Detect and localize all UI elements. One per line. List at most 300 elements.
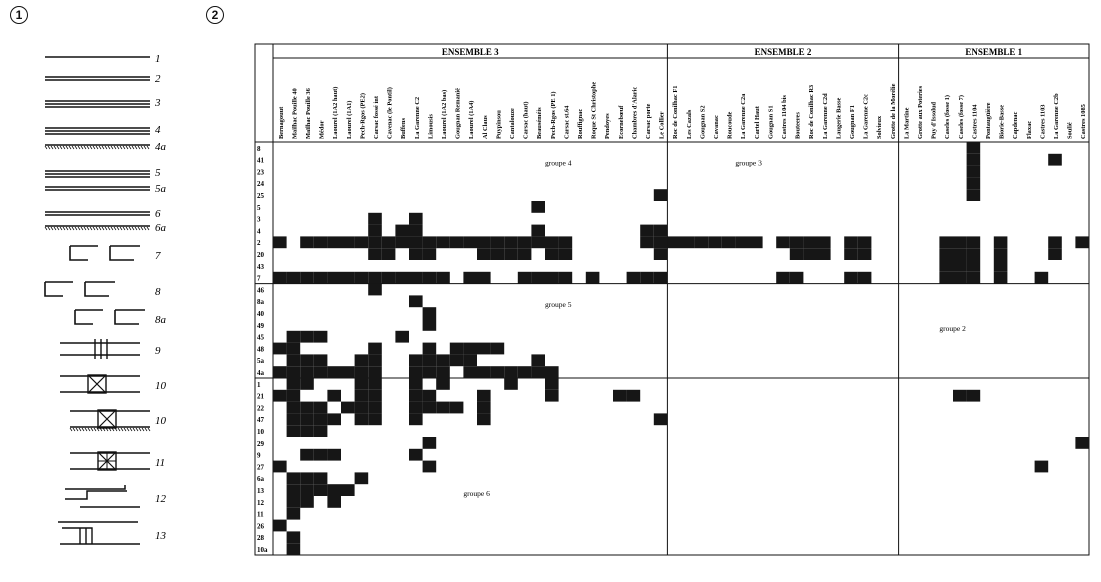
matrix-cell: [450, 354, 464, 366]
matrix-cell: [300, 449, 314, 461]
legend-hatch: [90, 146, 92, 149]
matrix-cell: [477, 390, 491, 402]
legend-item: [45, 141, 167, 153]
matrix-cell: [1075, 236, 1089, 248]
row-label: 23: [257, 168, 264, 177]
row-label: 47: [257, 416, 264, 425]
matrix-cell: [314, 413, 328, 425]
matrix-cell: [300, 378, 314, 390]
matrix-cell: [287, 366, 301, 378]
matrix-cell: [287, 484, 301, 496]
column-header: Castres 1103: [1039, 104, 1047, 139]
ensemble-title: ENSEMBLE 2: [754, 47, 812, 57]
matrix-cell: [518, 272, 532, 284]
matrix-cell: [545, 366, 559, 378]
legend-hatch: [147, 227, 149, 230]
row-label: 46: [257, 286, 264, 295]
legend-walls: [60, 376, 140, 392]
legend-hatch: [87, 227, 89, 230]
matrix-cell: [844, 236, 858, 248]
legend-hatch: [138, 227, 140, 230]
matrix-cell: [423, 366, 437, 378]
row-label: 29: [257, 439, 264, 448]
legend-label: 6a: [155, 222, 166, 234]
matrix-cell: [967, 260, 981, 272]
legend-item: [45, 124, 161, 136]
matrix-cell: [967, 390, 981, 402]
legend-hatch: [91, 428, 93, 431]
legend-label: 10: [155, 380, 166, 392]
legend-zigzag: [65, 485, 140, 507]
legend-item: [70, 410, 167, 431]
matrix-cell: [341, 366, 355, 378]
legend-item: [65, 485, 167, 507]
legend-hatch: [138, 146, 140, 149]
matrix-cell: [314, 331, 328, 343]
matrix-cell: [314, 366, 328, 378]
matrix-cell: [953, 272, 967, 284]
matrix-cell: [695, 236, 709, 248]
matrix-cell: [953, 236, 967, 248]
matrix-cell: [790, 248, 804, 260]
column-header: Roc de Conilhac R3: [808, 84, 816, 139]
matrix-cell: [994, 272, 1008, 284]
matrix-cell: [1048, 236, 1062, 248]
matrix-cell: [627, 390, 641, 402]
matrix-cell: [436, 366, 450, 378]
legend-label: 6: [155, 208, 161, 220]
legend-hatch: [132, 146, 134, 149]
legend-hatch: [136, 428, 138, 431]
matrix-cell: [858, 248, 872, 260]
column-header: Puypinsou: [495, 110, 503, 139]
legend-hatch: [142, 428, 144, 431]
legend-hatch: [132, 227, 134, 230]
column-header: Maïlhac Pouille 36: [305, 88, 312, 139]
matrix-cell: [300, 236, 314, 248]
matrix-cell: [640, 236, 654, 248]
matrix-cell: [355, 378, 369, 390]
row-label: 5a: [257, 357, 264, 366]
matrix-cell: [368, 213, 382, 225]
matrix-cell: [463, 272, 477, 284]
matrix-cell: [409, 236, 423, 248]
matrix-cell: [953, 260, 967, 272]
matrix-cell: [994, 248, 1008, 260]
matrix-cell: [776, 272, 790, 284]
legend-item: [70, 246, 161, 262]
matrix-cell: [640, 225, 654, 237]
matrix-cell: [300, 366, 314, 378]
column-header: Roque St Christophe: [590, 81, 598, 139]
legend-hatch: [87, 146, 89, 149]
legend-hatch: [135, 146, 137, 149]
legend-hatch: [123, 227, 125, 230]
matrix-cell: [654, 189, 668, 201]
matrix-cell: [708, 236, 722, 248]
legend-hatch: [126, 146, 128, 149]
legend-hatch: [81, 227, 83, 230]
matrix-cell: [327, 390, 341, 402]
column-header: Maïlhac Pouille 40: [291, 88, 299, 139]
column-header: Carsac porte: [645, 103, 652, 139]
legend-label: 5: [155, 167, 161, 179]
legend-hatch: [108, 146, 110, 149]
column-header: La Garenne C2a: [740, 93, 748, 139]
matrix-cell: [654, 225, 668, 237]
legend-hatch: [117, 227, 119, 230]
legend-walls: [70, 411, 150, 427]
legend-label: 11: [155, 457, 166, 469]
legend-item: [60, 375, 167, 393]
matrix-cell: [368, 284, 382, 296]
matrix-cell: [409, 225, 423, 237]
matrix-cell: [531, 236, 545, 248]
group-label: groupe 2: [939, 323, 966, 333]
column-header: La Garenne C2: [413, 96, 421, 139]
legend-hatch: [120, 146, 122, 149]
legend-label: 8: [155, 286, 161, 298]
matrix-cell: [491, 366, 505, 378]
column-header: Ecornebœuf: [617, 105, 625, 139]
matrix-cell: [504, 366, 518, 378]
legend-hatch: [133, 428, 135, 431]
matrix-cell: [967, 272, 981, 284]
legend-hatch: [117, 146, 119, 149]
matrix-cell: [409, 366, 423, 378]
matrix-cell: [368, 236, 382, 248]
legend-hatch: [126, 227, 128, 230]
column-header: Bernagouut: [277, 106, 285, 139]
matrix-cell: [1048, 154, 1062, 166]
presence-matrix: [255, 44, 1088, 564]
column-header: Roucoude: [726, 111, 734, 139]
matrix-cell: [368, 248, 382, 260]
legend-hatch: [48, 227, 50, 230]
matrix-cell: [667, 236, 681, 248]
matrix-cell: [654, 248, 668, 260]
matrix-cell: [355, 402, 369, 414]
legend-hatch: [60, 146, 62, 149]
legend-hatch: [69, 146, 71, 149]
matrix-cell: [409, 413, 423, 425]
matrix-cell: [327, 496, 341, 508]
legend-hatch: [111, 146, 113, 149]
matrix-cell: [327, 449, 341, 461]
matrix-cell: [355, 413, 369, 425]
legend-hatch: [88, 428, 90, 431]
matrix-cell: [790, 236, 804, 248]
matrix-cell: [273, 272, 287, 284]
row-label: 6a: [257, 475, 264, 484]
row-label: 28: [257, 534, 264, 543]
legend-hatch: [76, 428, 78, 431]
column-header: Buffens: [400, 118, 408, 139]
legend-hatch: [144, 146, 146, 149]
row-label: 3: [257, 215, 261, 224]
legend-hatch: [54, 146, 56, 149]
matrix-cell: [450, 236, 464, 248]
matrix-cell: [423, 390, 437, 402]
column-header: Gougnan Remanié: [454, 88, 462, 139]
column-header: Puy d'Issolud: [930, 101, 938, 139]
legend-item: [45, 208, 161, 220]
matrix-cell: [314, 236, 328, 248]
matrix-cell: [409, 272, 423, 284]
matrix-cell: [654, 413, 668, 425]
matrix-cell: [776, 236, 790, 248]
row-label: 4a: [257, 369, 264, 377]
row-label: 1: [257, 380, 261, 389]
column-header: Le Collier: [658, 111, 666, 139]
matrix-cell: [341, 236, 355, 248]
matrix-cell: [504, 248, 518, 260]
legend-hatch: [51, 227, 53, 230]
matrix-cell: [545, 272, 559, 284]
matrix-cell: [967, 189, 981, 201]
matrix-cell: [559, 236, 573, 248]
row-label: 41: [257, 156, 264, 165]
matrix-cell: [518, 236, 532, 248]
matrix-cell: [994, 236, 1008, 248]
legend-hatch: [90, 227, 92, 230]
matrix-cell: [300, 496, 314, 508]
matrix-cell: [518, 366, 532, 378]
matrix-cell: [314, 449, 328, 461]
legend-item: [45, 167, 161, 179]
column-header: Gougnan S2: [699, 105, 707, 139]
legend-hatch: [60, 227, 62, 230]
column-header: Carsac (haut): [522, 101, 530, 139]
matrix-cell: [423, 437, 437, 449]
matrix-cell: [382, 248, 396, 260]
matrix-cell: [355, 472, 369, 484]
matrix-cell: [844, 272, 858, 284]
legend-hatch: [72, 146, 74, 149]
legend-step: [45, 282, 115, 296]
column-header: Grotte aux Poteries: [917, 85, 924, 139]
legend-label: 5a: [155, 183, 166, 195]
matrix-cell: [355, 236, 369, 248]
legend-hatch: [123, 146, 125, 149]
matrix-cell: [273, 461, 287, 473]
row-label: 40: [257, 310, 264, 318]
matrix-cell: [436, 272, 450, 284]
matrix-cell: [436, 354, 450, 366]
matrix-cell: [382, 272, 396, 284]
row-label: 7: [257, 274, 261, 283]
column-header: Grotte de la Morélie: [889, 83, 897, 139]
legend-hatch: [45, 227, 47, 230]
matrix-cell: [967, 248, 981, 260]
legend-hatch: [141, 146, 143, 149]
matrix-cell: [300, 331, 314, 343]
matrix-cell: [722, 236, 736, 248]
matrix-cell: [355, 354, 369, 366]
matrix-cell: [327, 484, 341, 496]
matrix-cell: [314, 272, 328, 284]
matrix-cell: [395, 225, 409, 237]
row-label: 4: [257, 227, 261, 236]
legend-hatch: [66, 146, 68, 149]
legend-hatch: [105, 227, 107, 230]
matrix-cell: [368, 272, 382, 284]
legend-hatch: [75, 227, 77, 230]
legend-label: 8a: [155, 314, 166, 326]
legend-label: 3: [155, 97, 161, 109]
matrix-cell: [967, 236, 981, 248]
legend-hatch: [129, 146, 131, 149]
legend-item: [45, 222, 167, 234]
matrix-cell: [409, 378, 423, 390]
row-label: 25: [257, 192, 264, 200]
matrix-cell: [287, 543, 301, 555]
matrix-cell: [368, 354, 382, 366]
row-label: 11: [257, 510, 264, 519]
legend-label: 7: [155, 250, 161, 262]
column-header: La Garenne C2b: [1053, 93, 1060, 139]
matrix-cell: [817, 248, 831, 260]
matrix-cell: [314, 484, 328, 496]
legend-hatch: [111, 227, 113, 230]
matrix-cell: [477, 343, 491, 355]
legend-hatch: [135, 227, 137, 230]
legend-hatch: [147, 146, 149, 149]
legend-zigzag: [58, 522, 140, 544]
matrix-cell: [803, 236, 817, 248]
matrix-cell: [368, 402, 382, 414]
legend-hatch: [57, 227, 59, 230]
column-header: Limousis: [427, 114, 435, 139]
legend-hatch: [70, 428, 72, 431]
matrix-cell: [423, 319, 437, 331]
matrix-cell: [287, 402, 301, 414]
matrix-cell: [409, 390, 423, 402]
legend-hatch: [66, 227, 68, 230]
row-label: 10a: [257, 546, 268, 554]
matrix-cell: [1048, 248, 1062, 260]
matrix-cell: [681, 236, 695, 248]
column-header: La Garenne C2c: [862, 94, 870, 139]
matrix-cell: [436, 236, 450, 248]
legend-hatch: [94, 428, 96, 431]
matrix-cell: [994, 260, 1008, 272]
column-header: Laourel (1A1): [345, 100, 353, 139]
matrix-cell: [287, 390, 301, 402]
column-header: Capdenac: [1012, 111, 1020, 139]
column-header: Beauséméis: [536, 107, 544, 139]
legend-hatch: [63, 146, 65, 149]
matrix-cell: [423, 461, 437, 473]
matrix-cell: [939, 260, 953, 272]
matrix-cell: [273, 343, 287, 355]
matrix-cell: [287, 378, 301, 390]
matrix-cell: [1035, 461, 1049, 473]
legend-item: [60, 339, 161, 359]
matrix-cell: [450, 402, 464, 414]
legend-hatch: [121, 428, 123, 431]
matrix-cell: [735, 236, 749, 248]
matrix-cell: [531, 354, 545, 366]
column-header: Castres 1085: [1080, 104, 1088, 139]
matrix-cell: [327, 272, 341, 284]
matrix-cell: [368, 343, 382, 355]
legend-hatch: [93, 227, 95, 230]
matrix-cell: [287, 331, 301, 343]
matrix-cell: [654, 236, 668, 248]
matrix-cell: [368, 366, 382, 378]
row-label: 8: [257, 144, 261, 153]
matrix-cell: [409, 213, 423, 225]
legend-cross: [98, 410, 116, 428]
matrix-cell: [504, 236, 518, 248]
column-header: Laourel (1A4): [468, 100, 476, 139]
column-header: Pendoyes: [604, 113, 612, 139]
column-header: La Garenne C2d: [821, 93, 829, 139]
legend-hatch: [99, 146, 101, 149]
group-label: groupe 3: [735, 158, 762, 168]
column-header: Rouffignac: [577, 108, 584, 139]
legend-hatch: [129, 227, 131, 230]
matrix-cell: [545, 248, 559, 260]
matrix-cell: [287, 531, 301, 543]
matrix-cell: [803, 248, 817, 260]
matrix-cell: [504, 378, 518, 390]
matrix-cell: [287, 354, 301, 366]
column-header: Cartel Haut: [753, 106, 761, 139]
group-label: groupe 4: [545, 158, 572, 168]
group-label: groupe 6: [463, 489, 490, 498]
matrix-cell: [409, 354, 423, 366]
legend-hatch: [102, 227, 104, 230]
matrix-cell: [314, 402, 328, 414]
matrix-cell: [640, 272, 654, 284]
matrix-cell: [423, 307, 437, 319]
matrix-cell: [545, 378, 559, 390]
legend-hatch: [108, 227, 110, 230]
legend-hatch: [78, 227, 80, 230]
matrix-cell: [436, 402, 450, 414]
column-header: Pech-Rgos (PE 1): [549, 91, 557, 139]
column-header: Les Cazals: [685, 109, 693, 139]
row-label: 2: [257, 239, 261, 248]
legend-hatch: [141, 227, 143, 230]
legend-hatch: [78, 146, 80, 149]
legend-hatch: [130, 428, 132, 431]
column-header: Caseles (fosse 7): [957, 94, 965, 139]
matrix-cell: [491, 343, 505, 355]
matrix-cell: [477, 402, 491, 414]
column-header: Chambres d'Alaric: [631, 86, 639, 139]
matrix-cell: [273, 390, 287, 402]
matrix-cell: [423, 236, 437, 248]
column-header: Castres 1104: [971, 104, 979, 139]
legend-label: 12: [155, 493, 166, 505]
matrix-cell: [395, 272, 409, 284]
matrix-cell: [300, 272, 314, 284]
matrix-cell: [939, 272, 953, 284]
matrix-cell: [300, 402, 314, 414]
legend-hatch: [81, 146, 83, 149]
panel-number-2: 2: [206, 6, 224, 24]
matrix-cell: [463, 236, 477, 248]
legend-item: [45, 53, 161, 65]
legend-hatch: [93, 146, 95, 149]
legend-hatch: [96, 146, 98, 149]
matrix-cell: [287, 508, 301, 520]
matrix-cell: [423, 402, 437, 414]
legend-hatch: [96, 227, 98, 230]
